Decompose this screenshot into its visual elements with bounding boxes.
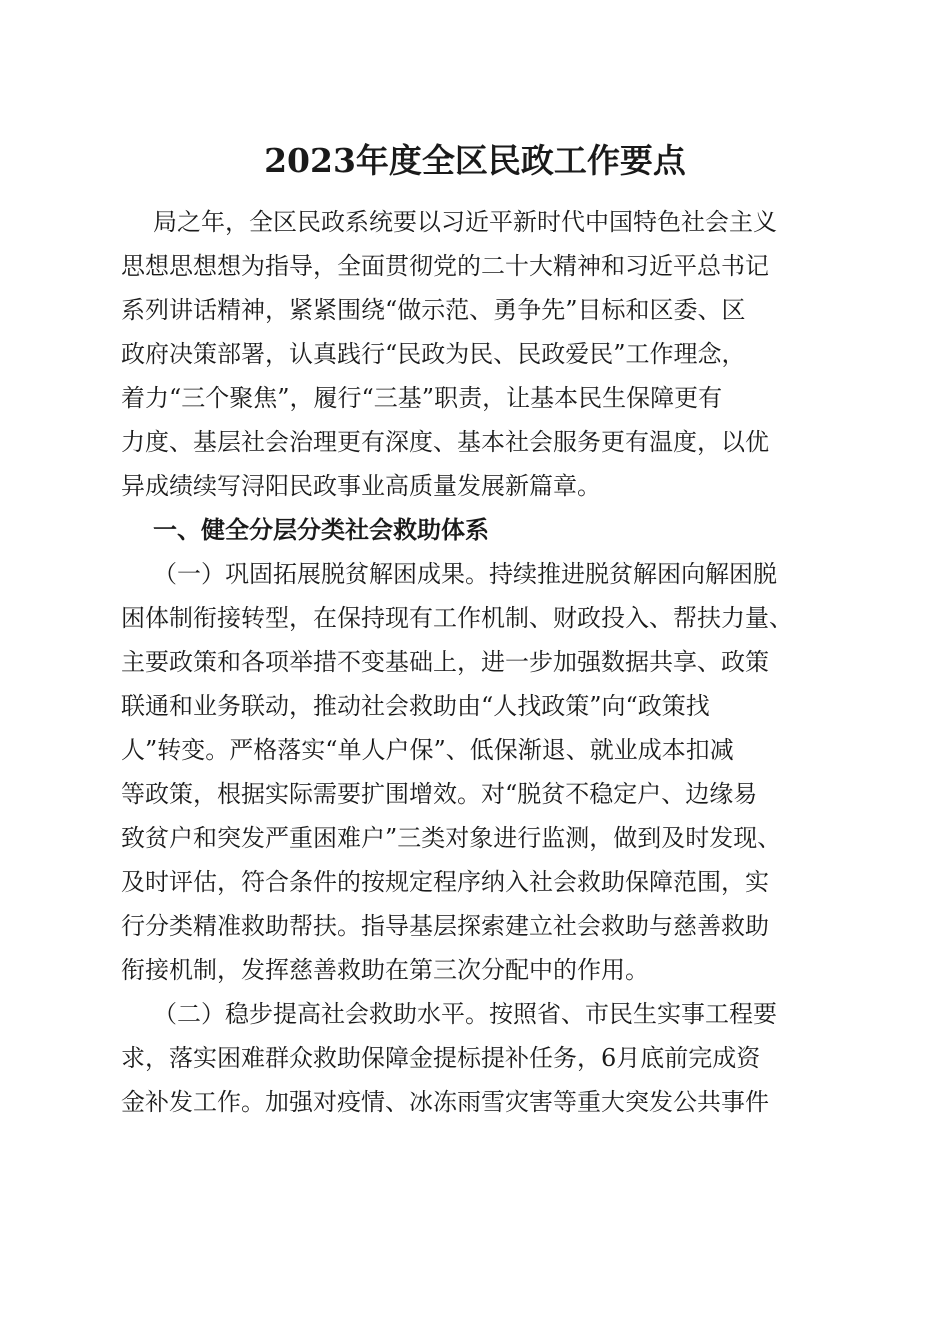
paragraph-line: 及时评估，符合条件的按规定程序纳入社会救助保障范围，实 [121, 868, 769, 896]
paragraph-line: 思想思想想为指导，全面贯彻党的二十大精神和习近平总书记 [121, 252, 769, 280]
paragraph-line: 衔接机制，发挥慈善救助在第三次分配中的作用。 [121, 956, 649, 984]
paragraph-line: 异成绩续写浔阳民政事业高质量发展新篇章。 [121, 472, 601, 500]
paragraph-line: 着力“三个聚焦”，履行“三基”职责，让基本民生保障更有 [121, 384, 723, 412]
paragraph-line: 系列讲话精神，紧紧围绕“做示范、勇争先”目标和区委、区 [121, 296, 746, 324]
document-title: 2023年度全区民政工作要点 [264, 141, 686, 180]
section-heading: 一、健全分层分类社会救助体系 [153, 515, 489, 544]
paragraph-line: 联通和业务联动，推动社会救助由“人找政策”向“政策找 [121, 692, 710, 720]
paragraph-line: （一）巩固拓展脱贫解困成果。持续推进脱贫解困向解困脱 [153, 560, 777, 588]
paragraph-line: 困体制衔接转型，在保持现有工作机制、财政投入、帮扶力量、 [121, 604, 793, 632]
paragraph-line: 政府决策部署，认真践行“民政为民、民政爱民”工作理念， [121, 340, 746, 368]
paragraph-line: 等政策，根据实际需要扩围增效。对“脱贫不稳定户、边缘易 [121, 780, 758, 808]
paragraph-line: 主要政策和各项举措不变基础上，进一步加强数据共享、政策 [121, 648, 769, 676]
paragraph-line: 金补发工作。加强对疫情、冰冻雨雪灾害等重大突发公共事件 [121, 1088, 769, 1116]
paragraph-line: 行分类精准救助帮扶。指导基层探索建立社会救助与慈善救助 [121, 912, 769, 940]
paragraph-line: 人”转变。严格落实“单人户保”、低保渐退、就业成本扣减 [121, 736, 734, 764]
paragraph-line: 致贫户和突发严重困难户”三类对象进行监测，做到及时发现、 [121, 824, 782, 852]
paragraph-line: 求，落实困难群众救助保障金提标提补任务，6月底前完成资 [121, 1044, 761, 1072]
paragraph-line: 力度、基层社会治理更有深度、基本社会服务更有温度，以优 [121, 428, 769, 456]
paragraph-line: 局之年，全区民政系统要以习近平新时代中国特色社会主义 [153, 208, 777, 236]
paragraph-line: （二）稳步提高社会救助水平。按照省、市民生实事工程要 [153, 1000, 777, 1028]
